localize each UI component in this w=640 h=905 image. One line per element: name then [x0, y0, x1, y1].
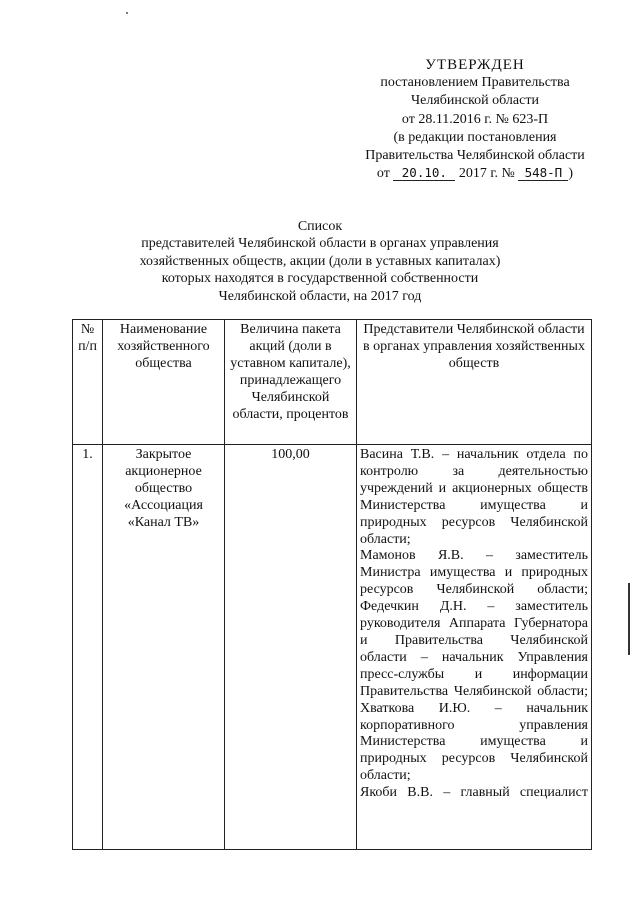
header-number: № п/п: [73, 320, 103, 445]
list-title: [120, 218, 520, 305]
list-title-line: Список: [297, 219, 343, 234]
header-company: Наименование хозяйственного общества: [103, 320, 225, 445]
table-header-row: [73, 320, 592, 445]
representatives-table: [72, 319, 592, 850]
close-paren: ): [568, 166, 574, 182]
approval-line: Правительства Челябинской области: [365, 148, 585, 164]
header-share: Величина пакета акций (доли в уставном капитале), принадлежащего Челябинской области, процентов: [225, 320, 357, 445]
approval-line: (в редакции постановления: [393, 129, 557, 145]
table-row: [73, 445, 592, 850]
representative-entry: Якоби В.В. – главный специалист: [360, 785, 588, 801]
list-title-line: которых находятся в государственной собственности: [161, 271, 479, 287]
date-prefix: от: [376, 166, 390, 182]
representative-entry: Хваткова И.Ю. – начальник корпоративного управления Министерства имущества и природных ресурсов Челябинской области;: [360, 700, 588, 784]
approval-line: от 28.11.2016 г. № 623-П: [401, 111, 549, 127]
row-company: Закрытое акционерное общество «Ассоциация «Канал ТВ»: [103, 445, 225, 850]
approval-line: постановлением Правительства: [380, 75, 570, 91]
row-share: 100,00: [225, 445, 357, 850]
amendment-date-line: [340, 165, 610, 183]
representative-entry: Федечкин Д.Н. – заместитель руководителя Аппарата Губернатора и Правительства Челябинской области – начальник Управления пресс-службы и информации Правительства Челябинской области;: [360, 599, 588, 699]
list-title-line: Челябинской области, на 2017 год: [218, 288, 422, 304]
representative-entry: Мамонов Я.В. – заместитель Министра имущества и природных ресурсов Челябинской области;: [360, 548, 588, 598]
row-number: 1.: [73, 445, 103, 850]
list-title-line: хозяйственных обществ, акции (доли в уставных капиталах): [139, 253, 501, 269]
representative-entry: Васина Т.В. – начальник отдела по контролю за деятельностью учреждений и акционерных обществ Министерства имущества и природных ресурсов Челябинской области;: [360, 447, 588, 547]
handwritten-date: 20.10.: [393, 166, 455, 181]
header-representatives: Представители Челябинской области в органах управления хозяйственных обществ: [357, 320, 592, 445]
scan-speck: [126, 12, 128, 14]
approval-title: УТВЕРЖДЕН: [425, 57, 525, 73]
approval-block: [340, 56, 610, 183]
approval-line: Челябинской области: [411, 93, 539, 109]
handwritten-number: 548-П: [518, 166, 568, 181]
list-title-line: представителей Челябинской области в органах управления: [141, 236, 499, 252]
row-representatives: [357, 445, 592, 850]
date-year: 2017 г. №: [458, 166, 515, 182]
scan-edge-mark: [628, 583, 630, 655]
